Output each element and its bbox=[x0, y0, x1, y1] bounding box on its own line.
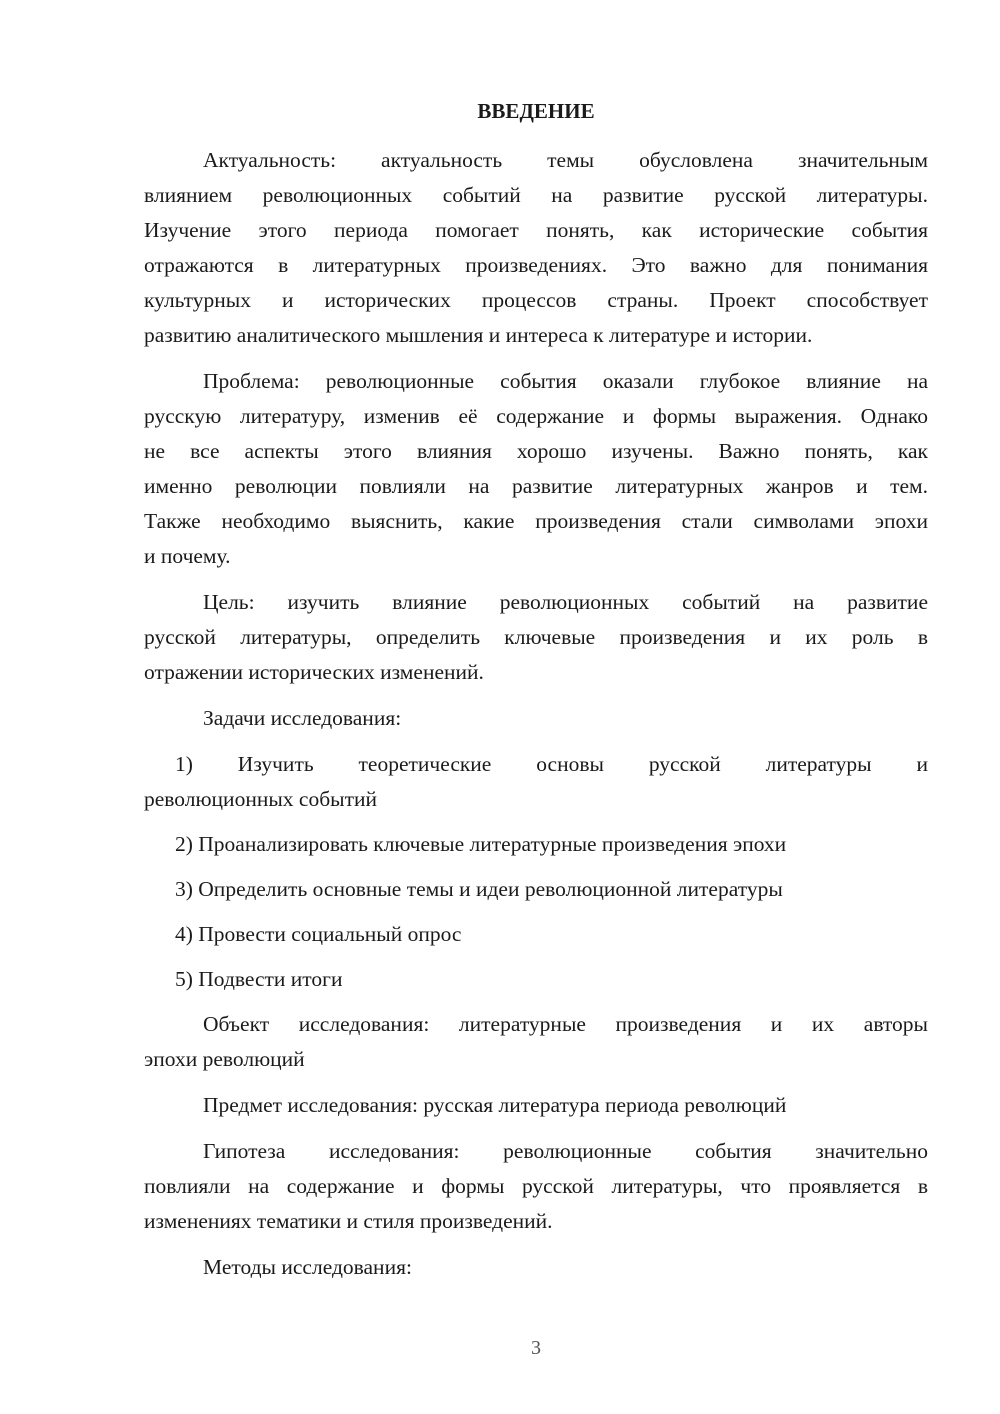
text-line: развитию аналитического мышления и интереса к литературе и истории. bbox=[144, 323, 813, 347]
text-line: Изучение этого периода помогает понять, как исторические события bbox=[144, 218, 928, 242]
text-line: революционных событий bbox=[144, 787, 377, 811]
problem-paragraph bbox=[144, 364, 928, 574]
text-line: отражении исторических изменений. bbox=[144, 660, 484, 684]
text-line: Гипотеза исследования: революционные события значительно bbox=[203, 1139, 928, 1163]
page-number: 3 bbox=[531, 1337, 541, 1359]
text-line: именно революции повлияли на развитие литературных жанров и тем. bbox=[144, 474, 928, 498]
text-line: 2) Проанализировать ключевые литературные произведения эпохи bbox=[175, 832, 787, 856]
text-line: Цель: изучить влияние революционных событий на развитие bbox=[203, 590, 928, 614]
task-item bbox=[144, 827, 928, 862]
text-line: культурных и исторических процессов страны. Проект способствует bbox=[144, 288, 928, 312]
text-line: Проблема: революционные события оказали глубокое влияние на bbox=[203, 369, 928, 393]
text-line: влиянием революционных событий на развитие русской литературы. bbox=[144, 183, 928, 207]
text-line: русской литературы, определить ключевые произведения и их роль в bbox=[144, 625, 928, 649]
text-line: изменениях тематики и стиля произведений. bbox=[144, 1209, 553, 1233]
task-item bbox=[144, 917, 928, 952]
methods-heading: Методы исследования: bbox=[203, 1255, 412, 1279]
text-line: отражаются в литературных произведениях. Это важно для понимания bbox=[144, 253, 928, 277]
text-line: повлияли на содержание и формы русской литературы, что проявляется в bbox=[144, 1174, 928, 1198]
page-title: ВВЕДЕНИЕ bbox=[477, 99, 595, 123]
goal-paragraph bbox=[144, 585, 928, 690]
text-line: 5) Подвести итоги bbox=[175, 967, 343, 991]
body-text bbox=[144, 143, 928, 1296]
text-line: Предмет исследования: русская литература периода революций bbox=[203, 1093, 787, 1117]
text-line: эпохи революций bbox=[144, 1047, 305, 1071]
hypothesis-paragraph bbox=[144, 1134, 928, 1239]
text-line: Также необходимо выяснить, какие произведения стали символами эпохи bbox=[144, 509, 928, 533]
text-line: 4) Провести социальный опрос bbox=[175, 922, 462, 946]
relevance-paragraph bbox=[144, 143, 928, 353]
text-line: не все аспекты этого влияния хорошо изучены. Важно понять, как bbox=[144, 439, 928, 463]
subject-paragraph bbox=[144, 1088, 928, 1123]
text-line: русскую литературу, изменив её содержание и формы выражения. Однако bbox=[144, 404, 928, 428]
text-line: Объект исследования: литературные произведения и их авторы bbox=[203, 1012, 928, 1036]
text-line: 3) Определить основные темы и идеи революционной литературы bbox=[175, 877, 783, 901]
tasks-heading: Задачи исследования: bbox=[203, 706, 402, 730]
text-line: 1) Изучить теоретические основы русской литературы и bbox=[175, 752, 928, 776]
text-line: и почему. bbox=[144, 544, 231, 568]
text-line: Актуальность: актуальность темы обусловлена значительным bbox=[203, 148, 928, 172]
task-item bbox=[144, 872, 928, 907]
task-item bbox=[144, 747, 928, 817]
task-item bbox=[144, 962, 928, 997]
object-paragraph bbox=[144, 1007, 928, 1077]
